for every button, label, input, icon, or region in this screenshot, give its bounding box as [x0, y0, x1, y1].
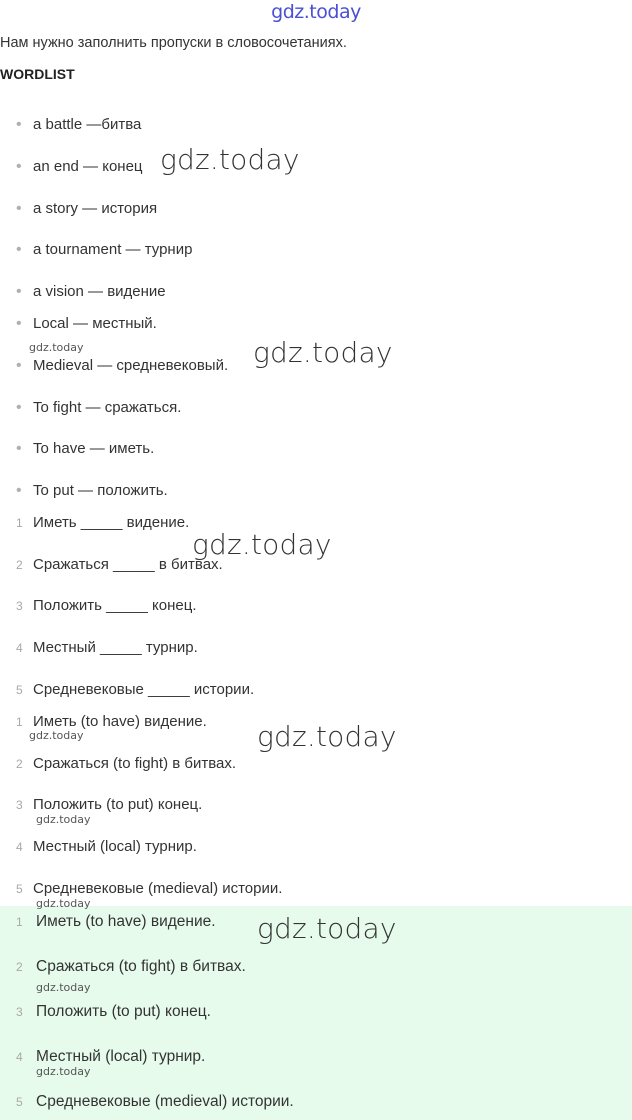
bullet-icon: • [16, 357, 22, 374]
answer-text: Сражаться (to fight) в битвах. [33, 755, 237, 772]
intro-text: Нам нужно заполнить пропуски в словосочетаниях. [0, 35, 347, 51]
bullet-icon: • [16, 241, 22, 258]
answer-item [16, 713, 207, 730]
bullet-icon: • [16, 482, 22, 499]
watermark-small: gdz.today [29, 341, 84, 354]
final-answer-text: Иметь (to have) видение. [36, 913, 216, 930]
item-number: 1 [16, 516, 23, 530]
bullet-icon: • [16, 399, 22, 416]
wordlist-item-text: a battle —битва [33, 116, 142, 133]
wordlist-item-text: To have — иметь. [33, 440, 155, 457]
bullet-icon: • [16, 116, 22, 133]
wordlist-item-text: a vision — видение [33, 283, 166, 300]
watermark-small: gdz.today [36, 813, 91, 826]
item-number: 3 [16, 798, 23, 812]
item-number: 5 [16, 882, 23, 896]
item-number: 1 [16, 915, 23, 929]
final-answer-item [16, 1093, 294, 1111]
bullet-icon: • [16, 158, 22, 175]
wordlist-item [16, 241, 192, 259]
wordlist-item [16, 116, 141, 134]
answer-text: Положить (to put) конец. [33, 796, 203, 813]
item-number: 2 [16, 558, 23, 572]
watermark: gdz.today [160, 143, 300, 176]
answer-text: Средневековые (medieval) истории. [33, 880, 283, 897]
answer-item [16, 880, 282, 897]
watermark-small: gdz.today [36, 897, 91, 910]
watermark: gdz.today [257, 912, 397, 945]
final-answer-text: Сражаться (to fight) в битвах. [36, 958, 246, 975]
final-answer-text: Положить (to put) конец. [36, 1003, 211, 1020]
wordlist-item [16, 315, 157, 333]
bullet-icon: • [16, 315, 22, 332]
exercise-text: Иметь _____ видение. [33, 514, 190, 531]
watermark-small: gdz.today [36, 981, 91, 994]
item-number: 2 [16, 960, 23, 974]
wordlist-item [16, 283, 166, 301]
item-number: 4 [16, 1050, 23, 1064]
item-number: 1 [16, 715, 23, 729]
wordlist-item-text: a tournament — турнир [33, 241, 193, 258]
item-number: 3 [16, 1005, 23, 1019]
wordlist-item [16, 399, 181, 417]
exercise-text: Сражаться _____ в битвах. [33, 556, 223, 573]
item-number: 3 [16, 599, 23, 613]
final-answer-item [16, 958, 246, 976]
answer-item [16, 796, 202, 813]
final-answer-item [16, 913, 216, 931]
exercise-text: Положить _____ конец. [33, 597, 197, 614]
item-number: 2 [16, 757, 23, 771]
answer-text: Местный (local) турнир. [33, 838, 197, 855]
bullet-icon: • [16, 440, 22, 457]
wordlist-item-text: Medieval — средневековый. [33, 357, 229, 374]
final-answer-text: Средневековые (medieval) истории. [36, 1093, 294, 1110]
item-number: 4 [16, 641, 23, 655]
wordlist-item-text: a story — история [33, 200, 158, 217]
wordlist-item [16, 158, 143, 176]
exercise-item [16, 639, 198, 656]
final-answer-item [16, 1048, 205, 1066]
answer-item [16, 755, 236, 772]
wordlist-item-text: Local — местный. [33, 315, 157, 332]
final-answer-item [16, 1003, 211, 1021]
exercise-text: Местный _____ турнир. [33, 639, 198, 656]
wordlist-item [16, 440, 154, 458]
bullet-icon: • [16, 200, 22, 217]
watermark: gdz.today [192, 528, 332, 561]
watermark-small: gdz.today [29, 729, 84, 742]
wordlist-item [16, 357, 228, 375]
exercise-item [16, 681, 254, 698]
item-number: 5 [16, 1095, 23, 1109]
wordlist-heading: WORDLIST [0, 66, 75, 82]
watermark: gdz.today [253, 336, 393, 369]
exercise-item [16, 597, 197, 614]
answer-item [16, 838, 197, 855]
item-number: 5 [16, 683, 23, 697]
wordlist-item [16, 200, 157, 218]
wordlist-item-text: To put — положить. [33, 482, 168, 499]
answer-text: Иметь (to have) видение. [33, 713, 207, 730]
exercise-item [16, 514, 189, 531]
site-logo[interactable]: gdz.today [271, 1, 361, 23]
final-answer-text: Местный (local) турнир. [36, 1048, 206, 1065]
wordlist-item-text: an end — конец [33, 158, 143, 175]
exercise-text: Средневековые _____ истории. [33, 681, 255, 698]
wordlist-item [16, 482, 168, 500]
wordlist-item-text: To fight — сражаться. [33, 399, 182, 416]
watermark: gdz.today [257, 720, 397, 753]
bullet-icon: • [16, 283, 22, 300]
item-number: 4 [16, 840, 23, 854]
watermark-small: gdz.today [36, 1065, 91, 1078]
